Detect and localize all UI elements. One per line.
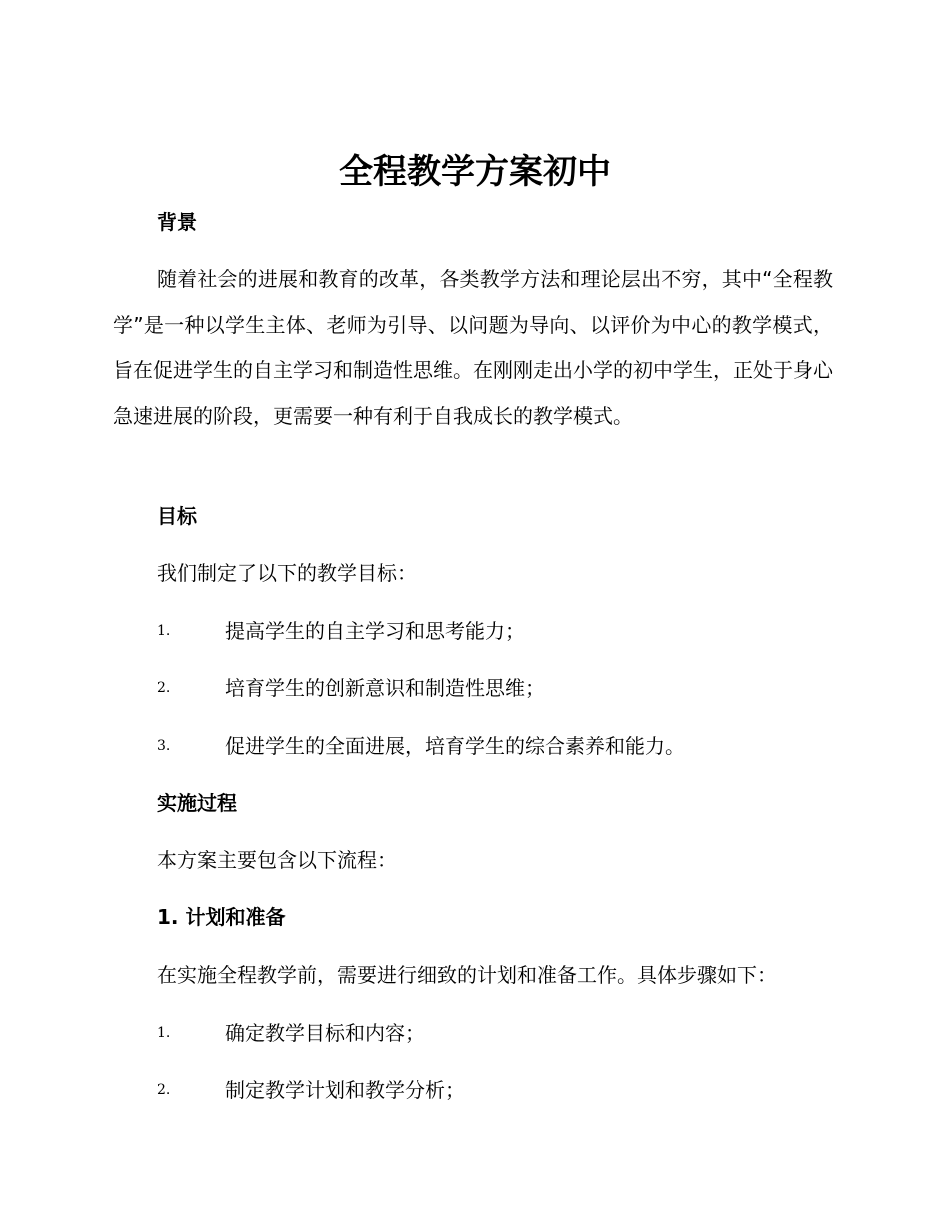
goals-intro: 我们制定了以下的教学目标： [157, 561, 417, 585]
goal-list-item [157, 674, 857, 702]
step-list-item [157, 1076, 857, 1104]
list-text: 提高学生的自主学习和思考能力； [225, 619, 525, 643]
goal-list-item [157, 732, 857, 760]
implementation-heading: 实施过程 [157, 791, 237, 815]
list-number: 2. [157, 1082, 171, 1098]
list-text: 促进学生的全面进展，培育学生的综合素养和能力。 [225, 734, 685, 758]
list-number: 2. [157, 680, 171, 696]
background-heading: 背景 [157, 210, 197, 234]
list-text: 培育学生的创新意识和制造性思维； [225, 676, 545, 700]
background-paragraph: 随着社会的进展和教育的改革，各类教学方法和理论层出不穷，其中“全程教学”是一种以学生主体、老师为引导、以问题为导向、以评价为中心的教学模式，旨在促进学生的自主学习和制造性思维。在刚刚走出小学的初中学生，正处于身心急速进展的阶段，更需要一种有利于自我成长的教学模式。 [113, 267, 833, 428]
list-number: 1. [157, 1025, 171, 1041]
subsection-intro: 在实施全程教学前，需要进行细致的计划和准备工作。具体步骤如下： [157, 963, 777, 987]
implementation-intro: 本方案主要包含以下流程： [157, 848, 397, 872]
list-text: 确定教学目标和内容； [225, 1021, 425, 1045]
step-list-item [157, 1019, 857, 1047]
subsection-heading: 1. 计划和准备 [157, 905, 286, 929]
goals-heading: 目标 [157, 504, 197, 528]
list-number: 1. [157, 623, 171, 639]
list-text: 制定教学计划和教学分析； [225, 1078, 465, 1102]
list-number: 3. [157, 738, 171, 754]
document-title: 全程教学方案初中 [339, 152, 611, 192]
goal-list-item [157, 617, 857, 645]
